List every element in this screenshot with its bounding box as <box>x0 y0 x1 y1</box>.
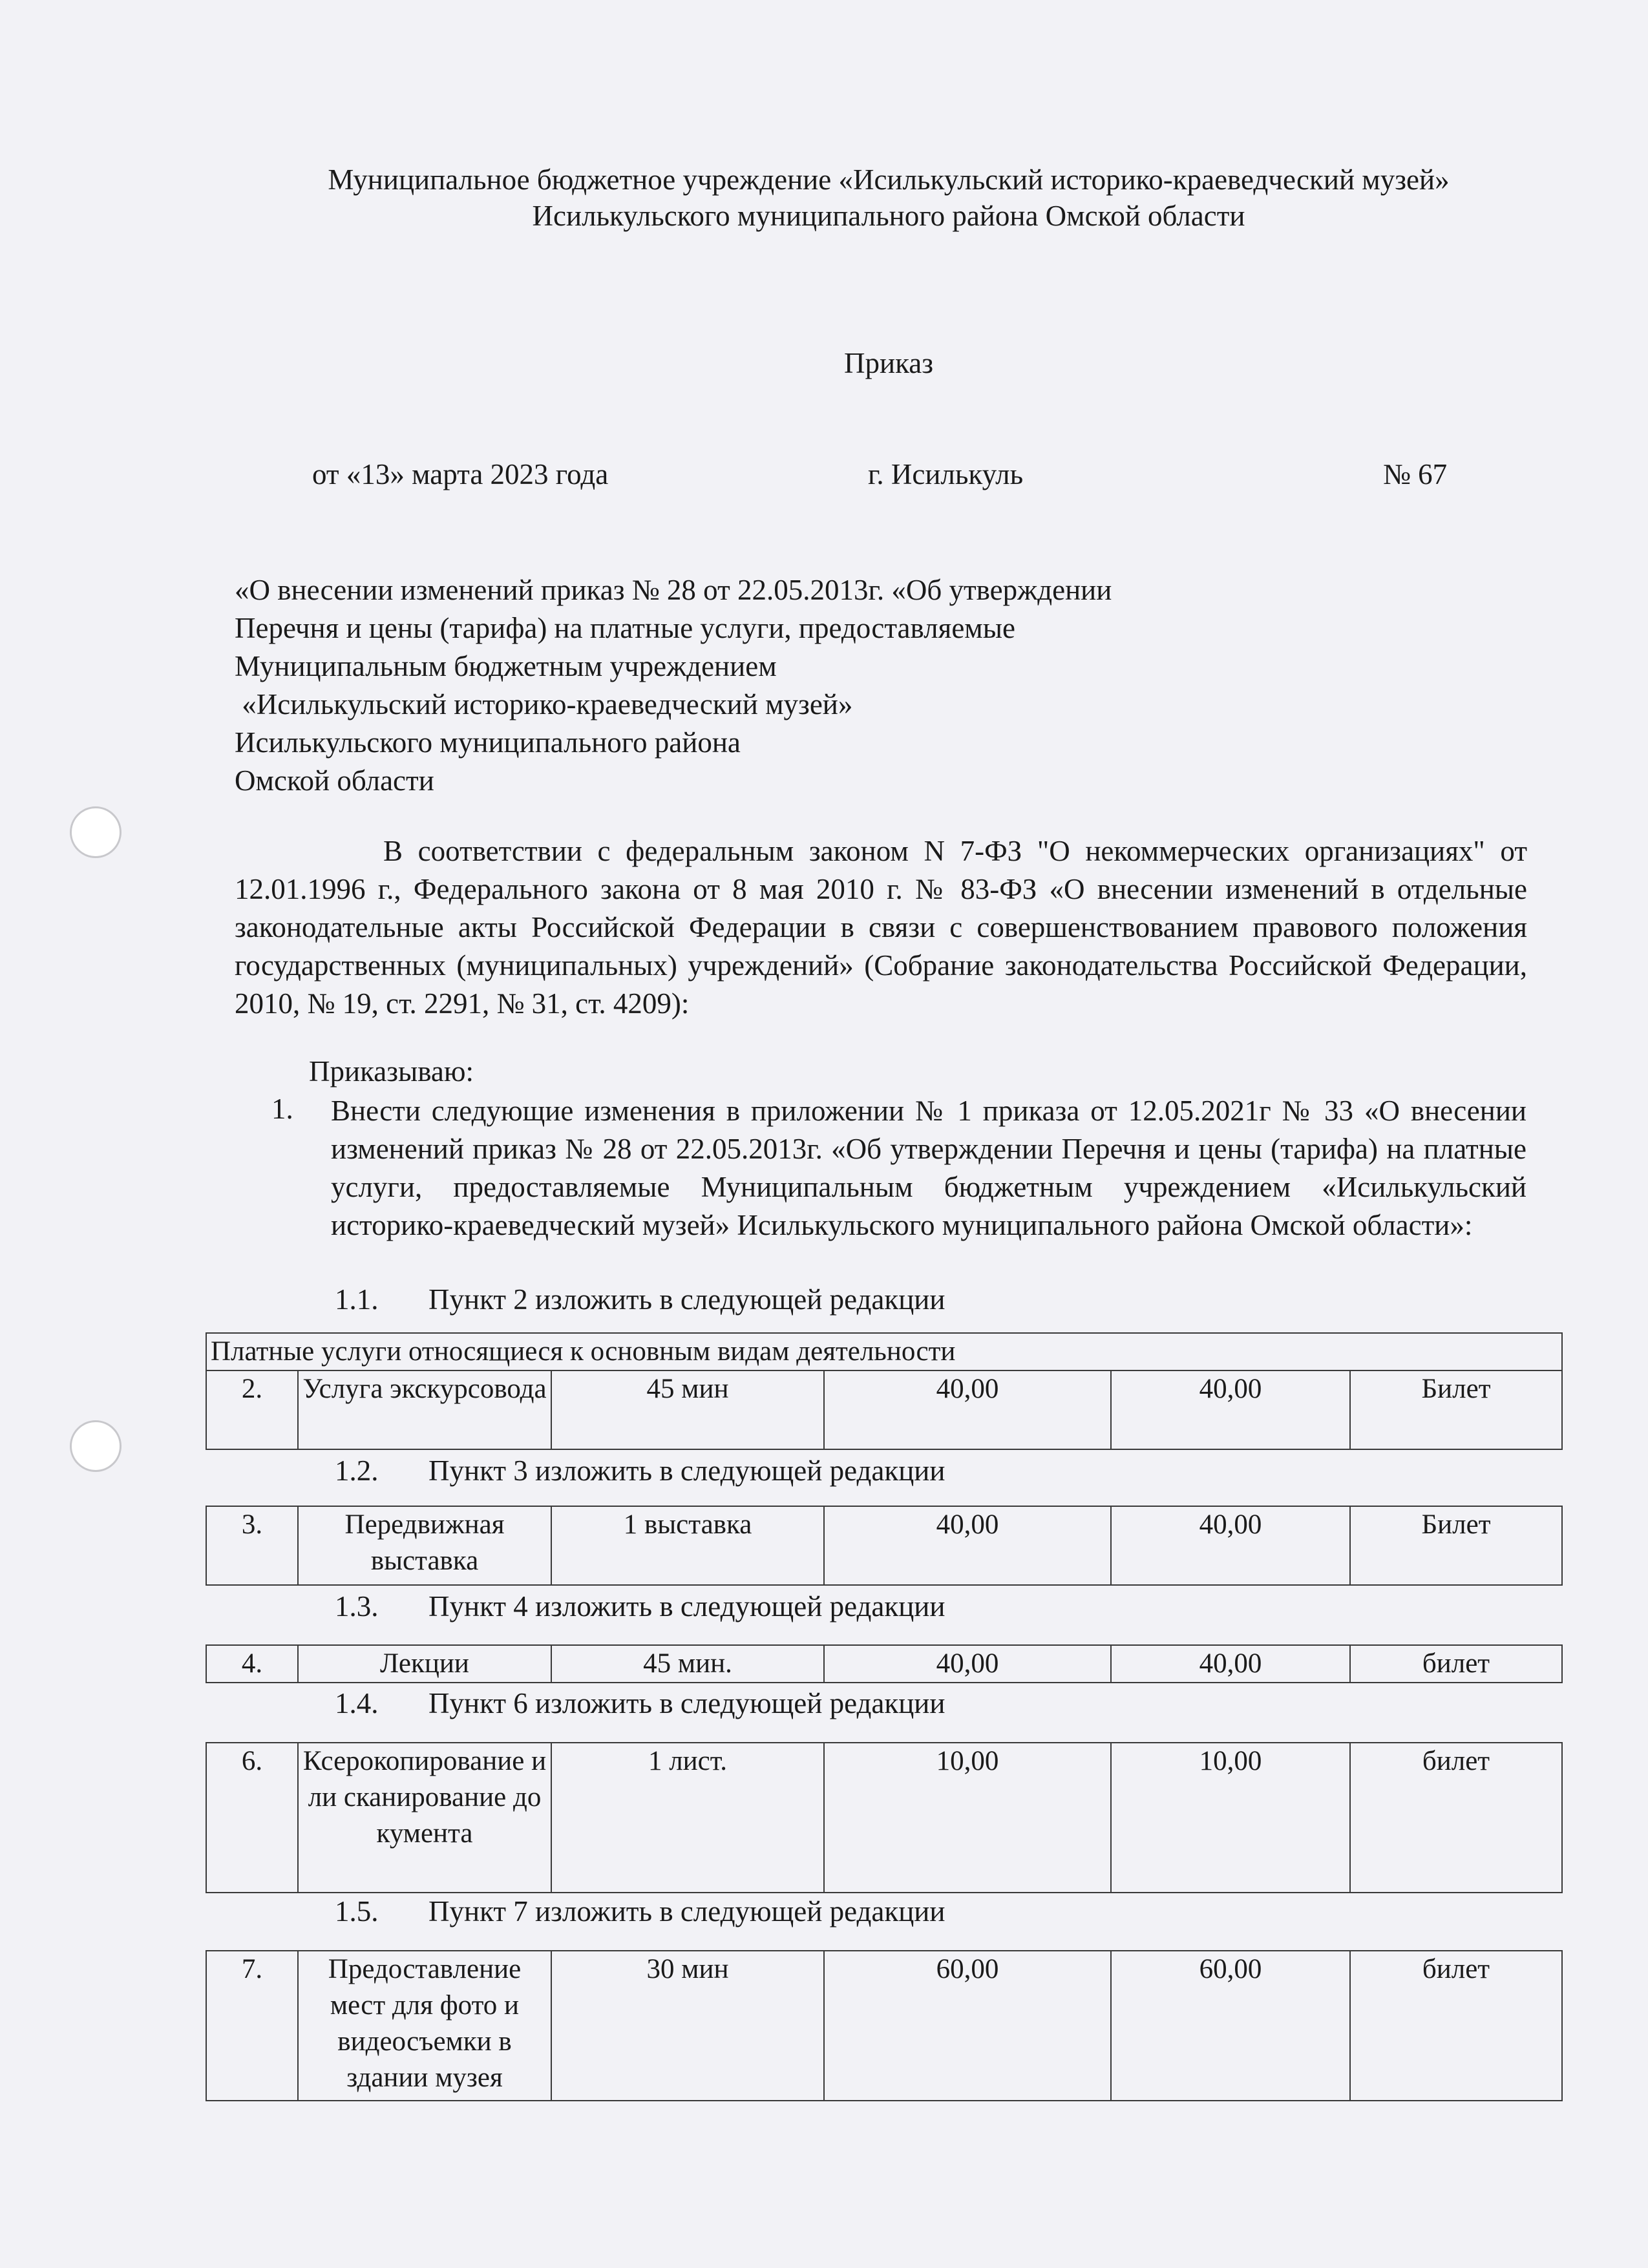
document-title: Приказ <box>843 347 933 379</box>
document-type: Билет <box>1350 1506 1562 1585</box>
org-header-line1: Муниципальное бюджетное учреждение «Исилькульский историко-краеведческий музей» <box>328 163 1450 196</box>
document-type: Билет <box>1350 1370 1562 1449</box>
price-cell: 40,00 <box>824 1506 1111 1585</box>
punch-hole-middle <box>70 1420 121 1472</box>
price-cell: 40,00 <box>824 1645 1111 1683</box>
preamble-paragraph <box>235 832 1527 1023</box>
price-cell: 60,00 <box>1111 1951 1350 2101</box>
table-caption-row <box>206 1333 1562 1370</box>
item-number: 1. <box>271 1093 293 1125</box>
subject-line: Омской области <box>235 764 434 797</box>
tariff-table <box>206 1644 1563 1683</box>
tariff-table <box>206 1742 1563 1893</box>
table-row <box>206 1370 1562 1449</box>
subpoint-number: 1.4. <box>335 1687 379 1719</box>
tariff-table <box>206 1332 1563 1450</box>
subpoint-number: 1.5. <box>335 1895 379 1927</box>
subject-line: «Исилькульский историко-краеведческий музей» <box>235 688 853 720</box>
document-type: билет <box>1350 1951 1562 2101</box>
row-number: 7. <box>206 1951 298 2101</box>
price-cell: 40,00 <box>1111 1506 1350 1585</box>
subpoint-text: Пункт 6 изложить в следующей редакции <box>428 1687 945 1719</box>
price-cell: 60,00 <box>824 1951 1111 2101</box>
document-date: от «13» марта 2023 года <box>312 458 609 490</box>
service-name: Услуга экскурсовода <box>298 1370 551 1449</box>
price-cell: 40,00 <box>824 1370 1111 1449</box>
org-header-line2: Исилькульского муниципального района Омской области <box>532 200 1245 232</box>
document-number: № 67 <box>1383 458 1448 490</box>
subject-line: Исилькульского муниципального района <box>235 726 741 759</box>
table-row <box>206 1645 1562 1683</box>
document-city: г. Исилькуль <box>868 458 1024 490</box>
service-name: Ксерокопирование или сканирование документа <box>298 1743 551 1893</box>
subpoint-text: Пункт 3 изложить в следующей редакции <box>428 1454 945 1487</box>
service-unit: 45 мин. <box>551 1645 824 1683</box>
service-unit: 1 выставка <box>551 1506 824 1585</box>
price-cell: 40,00 <box>1111 1370 1350 1449</box>
service-name: Лекции <box>298 1645 551 1683</box>
table-caption: Платные услуги относящиеся к основным видам деятельности <box>206 1333 1562 1370</box>
service-unit: 30 мин <box>551 1951 824 2101</box>
service-name: Предоставление мест для фото и видеосъемки в здании музея <box>298 1951 551 2101</box>
price-cell: 10,00 <box>1111 1743 1350 1893</box>
order-subject <box>235 571 1112 800</box>
row-number: 3. <box>206 1506 298 1585</box>
tariff-table <box>206 1506 1563 1586</box>
document-type: билет <box>1350 1645 1562 1683</box>
document-type: билет <box>1350 1743 1562 1893</box>
item-text: Внести следующие изменения в приложении № 1 приказа от 12.05.2021г № 33 «О внесении изменений приказ № 28 от 22.05.2013г. «Об утверждении Перечня и цены (тарифа) на платные услуги, предоставляемые Муниципальным бюджетным учреждением «Исилькульский историко-краеведческий музей» Исилькульского муниципального района Омской области»: <box>331 1095 1527 1241</box>
table-row <box>206 1743 1562 1893</box>
table-row <box>206 1506 1562 1585</box>
subpoint-text: Пункт 2 изложить в следующей редакции <box>428 1283 945 1316</box>
row-number: 2. <box>206 1370 298 1449</box>
org-header <box>194 162 1583 234</box>
subpoint-number: 1.2. <box>335 1454 379 1487</box>
preamble-text: В соответствии с федеральным законом N 7-ФЗ "О некоммерческих организациях" от 12.01.1996 г., Федерального закона от 8 мая 2010 г. № 83-ФЗ «О внесении изменений в отдельные законодательные акты Российской Федерации в связи с совершенствованием правового положения государственных (муниципальных) учреждений» (Собрание законодательства Российской Федерации, 2010, № 19, ст. 2291, № 31, ст. 4209): <box>235 835 1527 1020</box>
service-unit: 45 мин <box>551 1370 824 1449</box>
subject-line: Перечня и цены (тарифа) на платные услуги, предоставляемые <box>235 612 1015 644</box>
subpoint-number: 1.3. <box>335 1590 379 1622</box>
price-cell: 40,00 <box>1111 1645 1350 1683</box>
service-name: Передвижная выставка <box>298 1506 551 1585</box>
row-number: 4. <box>206 1645 298 1683</box>
row-number: 6. <box>206 1743 298 1893</box>
subpoint-text: Пункт 7 изложить в следующей редакции <box>428 1895 945 1927</box>
subject-line: Муниципальным бюджетным учреждением <box>235 650 777 682</box>
order-word: Приказываю: <box>309 1055 474 1087</box>
punch-hole-top <box>70 806 121 858</box>
table-row <box>206 1951 1562 2101</box>
service-unit: 1 лист. <box>551 1743 824 1893</box>
subject-line: «О внесении изменений приказ № 28 от 22.05.2013г. «Об утверждении <box>235 574 1112 606</box>
subpoint-number: 1.1. <box>335 1283 379 1316</box>
price-cell: 10,00 <box>824 1743 1111 1893</box>
tariff-table <box>206 1950 1563 2101</box>
subpoint-text: Пункт 4 изложить в следующей редакции <box>428 1590 945 1622</box>
